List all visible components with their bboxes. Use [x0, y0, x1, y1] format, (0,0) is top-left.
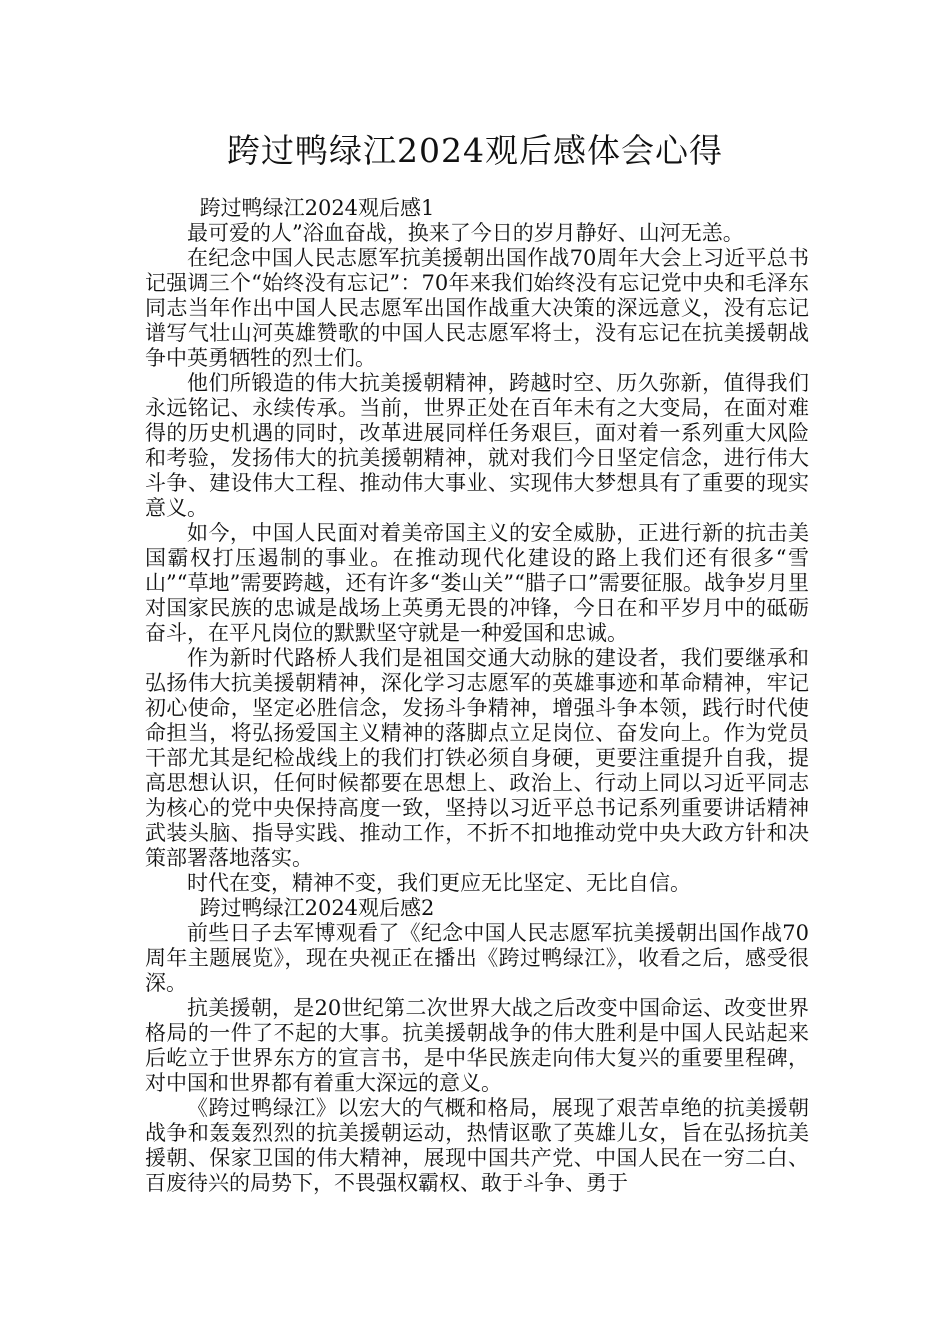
section-2-paragraph-1: 前些日子去军博观看了《纪念中国人民志愿军抗美援朝出国作战70周年主题展览》，现在央视正在播出《跨过鸭绿江》，收看之后，感受很深。 [145, 921, 809, 995]
section-2-heading: 跨过鸭绿江2024观后感2 [199, 896, 435, 920]
section-1-heading: 跨过鸭绿江2024观后感1 [199, 196, 435, 220]
section-2-paragraph-2: 抗美援朝，是20世纪第二次世界大战之后改变中国命运、改变世界格局的一件了不起的大事。抗美援朝战争的伟大胜利是中国人民站起来后屹立于世界东方的宣言书，是中华民族走向伟大复兴的重要里程碑，对中国和世界都有着重大深远的意义。 [145, 996, 809, 1095]
section-1-paragraph-3: 他们所锻造的伟大抗美援朝精神，跨越时空、历久弥新，值得我们永远铭记、永续传承。当前，世界正处在百年未有之大变局，在面对难得的历史机遇的同时，改革进展同样任务艰巨，面对着一系列重大风险和考验，发扬伟大的抗美援朝精神，就对我们今日坚定信念，进行伟大斗争、建设伟大工程、推动伟大事业、实现伟大梦想具有了重要的现实意义。 [145, 371, 809, 520]
section-1-paragraph-4: 如今，中国人民面对着美帝国主义的安全威胁，正进行新的抗击美国霸权打压遏制的事业。在推动现代化建设的路上我们还有很多“雪山”“草地”需要跨越，还有许多“娄山关”“腊子口”需要征服。战争岁月里对国家民族的忠诚是战场上英勇无畏的冲锋，今日在和平岁月中的砥砺奋斗，在平凡岗位的默默坚守就是一种爱国和忠诚。 [145, 521, 809, 645]
section-2-paragraph-3: 《跨过鸭绿江》以宏大的气概和格局，展现了艰苦卓绝的抗美援朝战争和轰轰烈烈的抗美援朝运动，热情讴歌了英雄儿女，旨在弘扬抗美援朝、保家卫国的伟大精神，展现中国共产党、中国人民在一穷二白、百废待兴的局势下，不畏强权霸权、敢于斗争、勇于 [145, 1096, 809, 1195]
section-1-paragraph-6: 时代在变，精神不变，我们更应无比坚定、无比自信。 [187, 871, 691, 895]
section-1-paragraph-1: 最可爱的人”浴血奋战，换来了今日的岁月静好、山河无恙。 [187, 221, 744, 245]
section-1-paragraph-2: 在纪念中国人民志愿军抗美援朝出国作战70周年大会上习近平总书记强调三个“始终没有忘记”：70年来我们始终没有忘记党中央和毛泽东同志当年作出中国人民志愿军出国作战重大决策的深远意义，没有忘记谱写气壮山河英雄赞歌的中国人民志愿军将士，没有忘记在抗美援朝战争中英勇牺牲的烈士们。 [145, 246, 809, 370]
document-title: 跨过鸭绿江2024观后感体会心得 [227, 131, 723, 170]
section-1-paragraph-5: 作为新时代路桥人我们是祖国交通大动脉的建设者，我们要继承和弘扬伟大抗美援朝精神，深化学习志愿军的英雄事迹和革命精神，牢记初心使命，坚定必胜信念，发扬斗争精神，增强斗争本领，践行时代使命担当，将弘扬爱国主义精神的落脚点立足岗位、奋发向上。作为党员干部尤其是纪检战线上的我们打铁必须自身硬，更要注重提升自我，提高思想认识，任何时候都要在思想上、政治上、行动上同以习近平同志为核心的党中央保持高度一致，坚持以习近平总书记系列重要讲话精神武装头脑、指导实践、推动工作，不折不扣地推动党中央大政方针和决策部署落地落实。 [145, 646, 809, 870]
document-body [145, 196, 809, 1196]
